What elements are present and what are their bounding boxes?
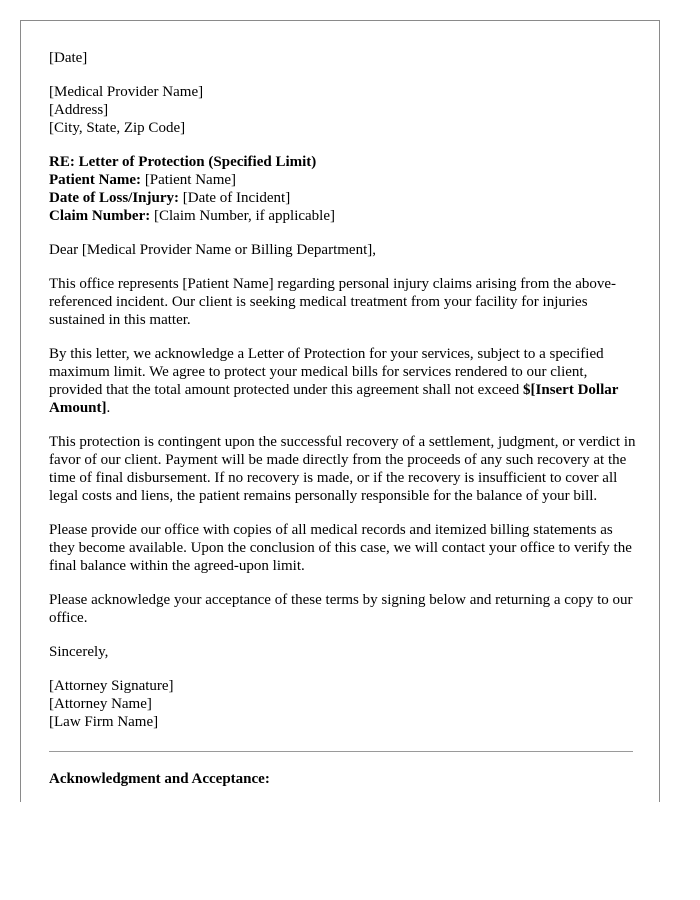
provider-address: [Address] — [49, 102, 109, 118]
acknowledgment-heading: Acknowledgment and Acceptance: — [49, 771, 270, 787]
closing: Sincerely, — [49, 644, 109, 660]
patient-name-line — [49, 171, 637, 189]
claim-number-line — [49, 207, 637, 225]
provider-city-state-zip: [City, State, Zip Code] — [49, 120, 186, 136]
patient-name-value: [Patient Name] — [144, 172, 237, 188]
paragraph-contingency: This protection is contingent upon the successful recovery of a settlement, judgment, or verdict in favor of our client. Payment will be made directly from the proceeds of any such recovery at the time of final disbursement. If no recovery is made, or if the recovery is insufficient to cover all legal costs and liens, the patient remains personally responsible for the balance of your bill. — [49, 434, 636, 504]
paragraph-representation: This office represents [Patient Name] regarding personal injury claims arising from the above-referenced incident. Our client is seeking medical treatment from your facility for injuries sustained in this matter. — [49, 276, 617, 328]
paragraph-protection-text: By this letter, we acknowledge a Letter of Protection for your services, subject to a specified maximum limit. We agree to protect your medical bills for services rendered to our client, provided that the total amount protected under this agreement shall not exceed — [49, 346, 604, 398]
paragraph-records-request: Please provide our office with copies of all medical records and itemized billing statements as they become available. Upon the conclusion of this case, we will contact your office to verify the final balance within the agreed-upon limit. — [49, 522, 632, 574]
claim-number-label: Claim Number: — [49, 208, 151, 224]
letter-date: [Date] — [49, 50, 88, 66]
attorney-signature: [Attorney Signature] — [49, 678, 174, 694]
letter-page — [20, 20, 660, 802]
re-subject: RE: Letter of Protection (Specified Limit) — [49, 154, 317, 170]
paragraph-protection-limit — [49, 345, 637, 417]
patient-name-label: Patient Name: — [49, 172, 142, 188]
letter-body — [49, 49, 637, 788]
attorney-name: [Attorney Name] — [49, 696, 152, 712]
provider-name: [Medical Provider Name] — [49, 84, 204, 100]
date-of-loss-label: Date of Loss/Injury: — [49, 190, 179, 206]
protected-dollar-amount: $[Insert Dollar Amount] — [49, 382, 619, 416]
paragraph-acknowledge-request: Please acknowledge your acceptance of these terms by signing below and returning a copy to our office. — [49, 592, 633, 626]
date-block — [49, 49, 637, 67]
section-divider — [49, 751, 633, 752]
date-of-loss-value: [Date of Incident] — [182, 190, 291, 206]
salutation: Dear [Medical Provider Name or Billing Department], — [49, 242, 376, 258]
paragraph-protection-end: . — [106, 400, 111, 416]
provider-address-block — [49, 83, 637, 137]
law-firm-name: [Law Firm Name] — [49, 714, 159, 730]
re-block — [49, 153, 637, 225]
claim-number-value: [Claim Number, if applicable] — [154, 208, 336, 224]
date-of-loss-line — [49, 189, 637, 207]
signature-block — [49, 677, 637, 731]
